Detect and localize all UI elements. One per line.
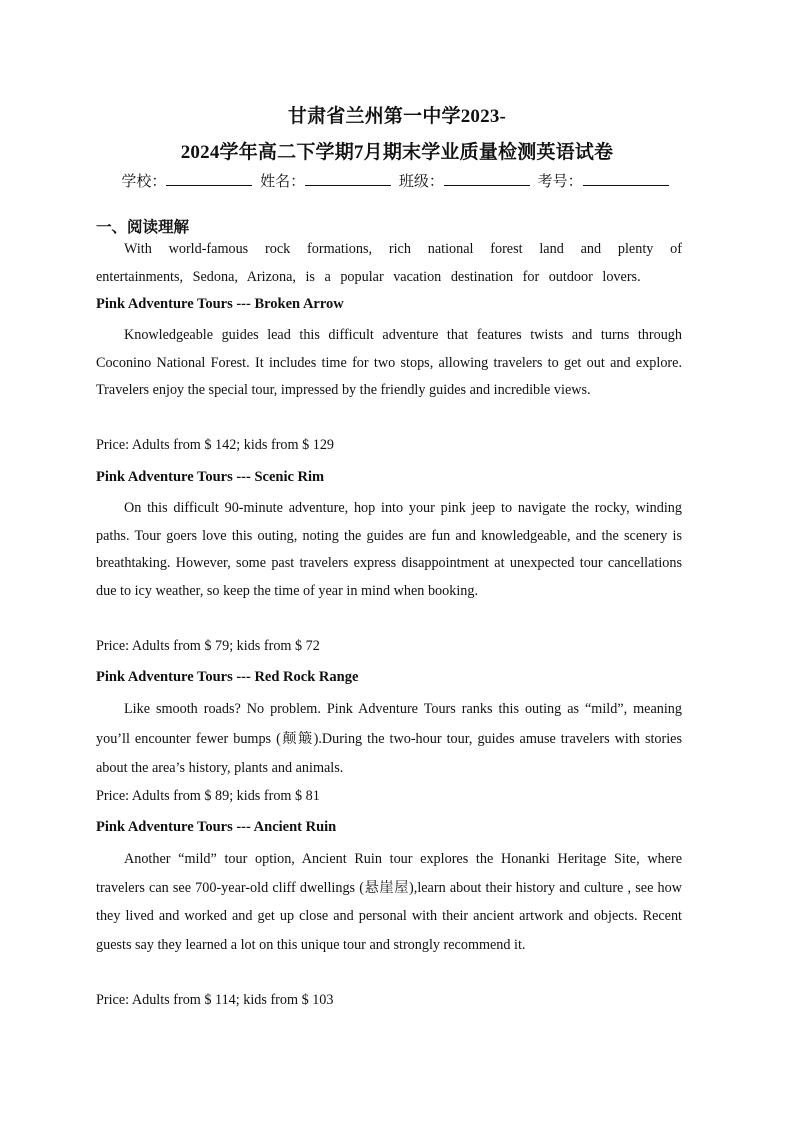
tour-price-broken-arrow: Price: Adults from $ 142; kids from $ 129 xyxy=(96,437,335,453)
class-blank[interactable] xyxy=(444,171,530,186)
section-title: 一、阅读理解 xyxy=(96,219,190,236)
name-blank[interactable] xyxy=(305,171,391,186)
tour-heading-broken-arrow: Pink Adventure Tours --- Broken Arrow xyxy=(96,296,344,312)
class-label: 班级： xyxy=(398,174,444,190)
tour-price-ancient-ruin: Price: Adults from $ 114; kids from $ 103 xyxy=(96,992,334,1008)
tour-price-red-rock-range: Price: Adults from $ 89; kids from $ 81 xyxy=(96,788,320,804)
exam-title-line-1: 甘肃省兰州第一中学2023- xyxy=(287,106,507,127)
tour-price-scenic-rim: Price: Adults from $ 79; kids from $ 72 xyxy=(96,638,320,654)
school-blank[interactable] xyxy=(166,171,252,186)
school-label: 学校： xyxy=(121,174,167,190)
tour-body-ancient-ruin: Another “mild” tour option, Ancient Ruin tour explores the Honanki Heritage Site, where travelers can see 700-year-old cliff dwellings (悬崖屋),learn about their history and culture , see how they lived and worked and get up close and personal with their ancient artwork and objects. Recent guests say they learned a lot on this unique tour and strongly recommend it. xyxy=(96,851,682,953)
tour-heading-scenic-rim: Pink Adventure Tours --- Scenic Rim xyxy=(96,469,325,485)
tour-heading-ancient-ruin: Pink Adventure Tours --- Ancient Ruin xyxy=(96,819,337,835)
exam-number-label: 考号： xyxy=(537,174,583,190)
name-label: 姓名： xyxy=(260,174,306,190)
student-info-row xyxy=(0,170,794,191)
tour-heading-red-rock-range: Pink Adventure Tours --- Red Rock Range xyxy=(96,669,359,685)
exam-number-blank[interactable] xyxy=(583,171,669,186)
tour-body-scenic-rim: On this difficult 90-minute adventure, hop into your pink jeep to navigate the rocky, winding paths. Tour goers love this outing, noting the guides are fun and knowledgeable, and the scenery is breathtaking. However, some past travelers express disappointment at unexpected tour cancellations due to icy weather, so keep the time of year in mind when booking. xyxy=(96,500,682,599)
tour-body-broken-arrow: Knowledgeable guides lead this difficult adventure that features twists and turns through Coconino National Forest. It includes time for two stops, allowing travelers to get out and explore. Travelers enjoy the special tour, impressed by the friendly guides and incredible views. xyxy=(96,327,682,399)
tour-body-red-rock-range: Like smooth roads? No problem. Pink Adventure Tours ranks this outing as “mild”, meaning you’ll encounter fewer bumps (颠簸).During the two-hour tour, guides amuse travelers with stories about the area’s history, plants and animals. xyxy=(96,701,682,776)
passage-intro: With world-famous rock formations, rich national forest land and plenty of entertainments, Sedona, Arizona, is a popular vacation destination for outdoor lovers. xyxy=(96,241,682,285)
exam-title-line-2: 2024学年高二下学期7月期末学业质量检测英语试卷 xyxy=(180,142,614,163)
